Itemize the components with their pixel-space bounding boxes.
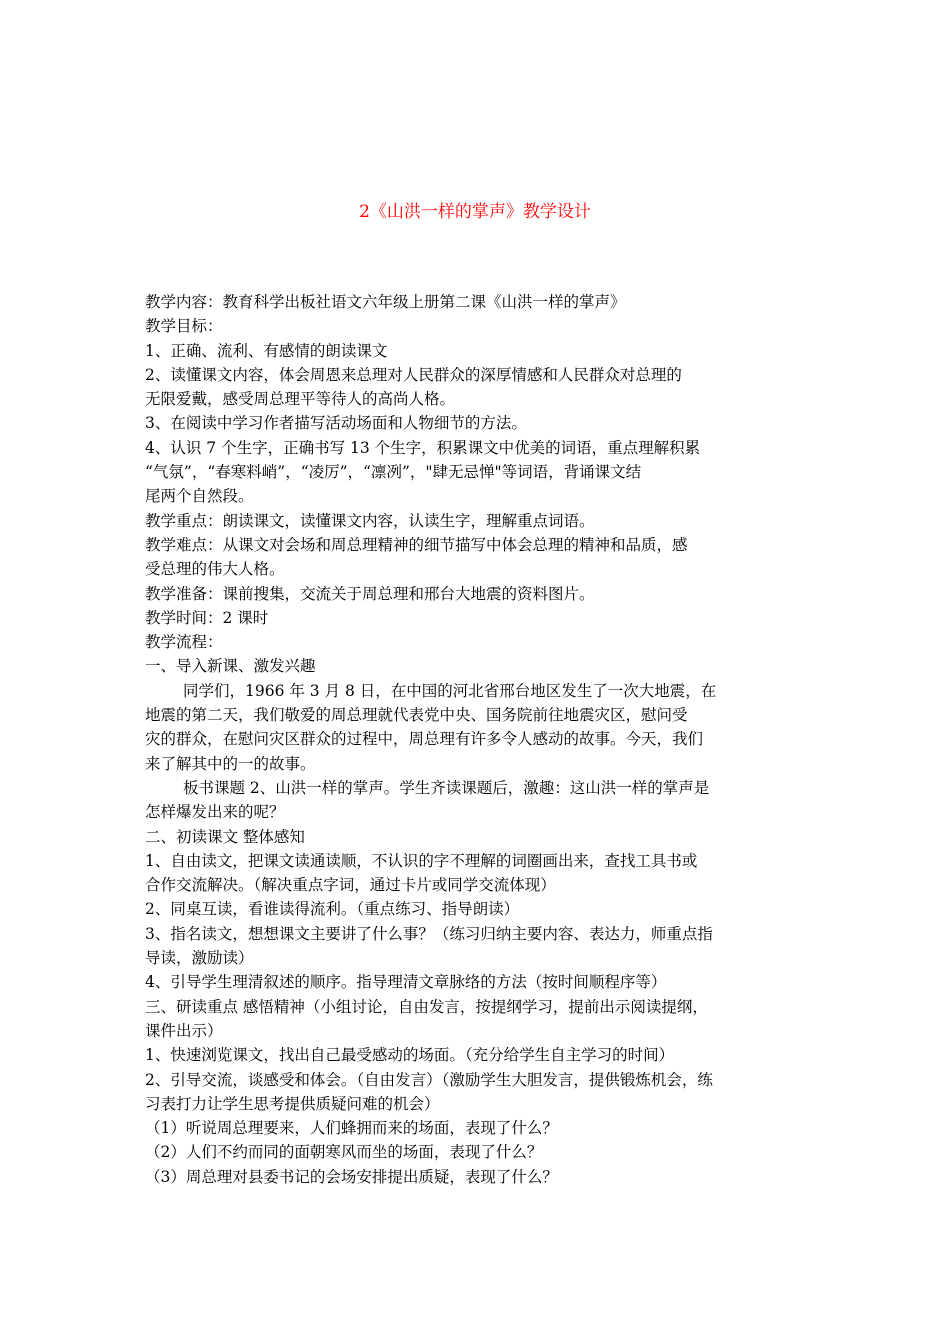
text-line: 导读，激励读） [145, 949, 254, 968]
text-line: 教学流程： [145, 633, 223, 652]
text-line: “气氛”，“春寒料峭”，“凌厉”，“凛冽”，"肆无忌惮"等词语，背诵课文结 [145, 463, 642, 482]
text-line: 教学目标： [145, 317, 223, 336]
text-line: （1）听说周总理要来，人们蜂拥而来的场面，表现了什么？ [145, 1119, 558, 1138]
text-line: 2、同桌互读，看谁读得流利。（重点练习、指导朗读） [145, 900, 520, 919]
document-body [145, 290, 813, 1189]
text-line: 教学重点：朗读课文，读懂课文内容，认读生字，理解重点词语。 [145, 511, 595, 530]
text-line: 教学准备：课前搜集，交流关于周总理和邢台大地震的资料图片。 [145, 584, 595, 603]
text-line: 教学内容：教育科学出板社语文六年级上册第二课《山洪一样的掌声》 [145, 293, 626, 311]
text-line: 怎样爆发出来的呢？ [145, 803, 285, 822]
text-line: 受总理的伟大人格。 [145, 560, 285, 579]
text-line: 教学难点：从课文对会场和周总理精神的细节描写中体会总理的精神和品质，感 [145, 535, 688, 554]
text-line: （3）周总理对县委书记的会场安排提出质疑，表现了什么？ [145, 1167, 558, 1186]
text-line: 板书课题 2、山洪一样的掌声。学生齐读课题后，激趣：这山洪一样的掌声是 [183, 778, 710, 797]
text-line: 1、正确、流利、有感情的朗读课文 [145, 341, 388, 360]
text-line: 习表打力让学生思考提供质疑问难的机会） [145, 1094, 440, 1113]
text-line: 2、引导交流，谈感受和体会。（自由发言）（激励学生大胆发言，提供锻炼机会，练 [145, 1070, 713, 1089]
text-line: 灾的群众，在慰问灾区群众的过程中，周总理有许多令人感动的故事。今天，我们 [145, 730, 704, 749]
text-line: 无限爱戴，感受周总理平等待人的高尚人格。 [145, 390, 456, 409]
text-line: 1、快速浏览课文，找出自己最受感动的场面。（充分给学生自主学习的时间） [145, 1046, 675, 1065]
text-line: 尾两个自然段。 [145, 487, 254, 506]
text-line: 同学们，1966 年 3 月 8 日，在中国的河北省邢台地区发生了一次大地震，在 [183, 681, 717, 700]
text-line: 来了解其中的一的故事。 [145, 754, 316, 773]
text-line: 4、引导学生理清叙述的顺序。指导理清文章脉络的方法（按时间顺程序等） [145, 973, 667, 992]
text-line: 4、认识 7 个生字，正确书写 13 个生字，积累课文中优美的词语，重点理解积累 [145, 438, 701, 457]
text-line: 二、初读课文 整体感知 [145, 827, 305, 846]
text-line: 1、自由读文，把课文读通读顺，不认识的字不理解的词圈画出来，查找工具书或 [145, 851, 698, 870]
document-title: 2《山洪一样的掌声》教学设计 [359, 202, 591, 222]
text-line: 三、研读重点 感悟精神（小组讨论，自由发言，按提纲学习，提前出示阅读提纲， [145, 997, 708, 1016]
text-line: 合作交流解决。（解决重点字词，通过卡片或同学交流体现） [145, 876, 556, 895]
text-line: （2）人们不约而同的面朝寒风而坐的场面，表现了什么？ [145, 1143, 543, 1162]
text-line: 3、指名读文，想想课文主要讲了什么事？（练习归纳主要内容、表达力，师重点指 [145, 924, 713, 943]
text-line: 地震的第二天，我们敬爱的周总理就代表党中央、国务院前往地震灾区，慰问受 [145, 706, 688, 725]
text-line: 课件出示） [145, 1021, 223, 1040]
text-line: 3、在阅读中学习作者描写活动场面和人物细节的方法。 [145, 414, 527, 433]
text-line: 教学时间：2 课时 [145, 608, 269, 627]
text-line: 一、导入新课、激发兴趣 [145, 657, 316, 676]
text-line: 2、读懂课文内容，体会周恩来总理对人民群众的深厚情感和人民群众对总理的 [145, 365, 682, 384]
